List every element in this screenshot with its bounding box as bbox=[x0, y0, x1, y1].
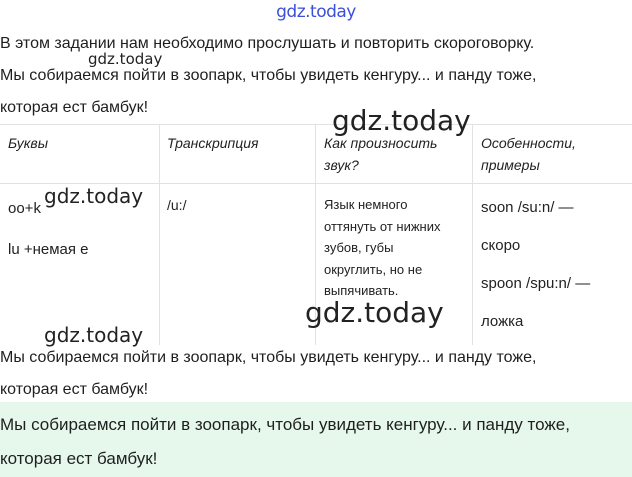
tongue-twister-line-2: которая ест бамбук! bbox=[0, 99, 149, 116]
header-pronunciation-line-1: Как произносить bbox=[324, 135, 438, 151]
tongue-twister-repeat-line-2: которая ест бамбук! bbox=[0, 381, 149, 398]
site-logo[interactable]: gdz.today bbox=[276, 2, 356, 22]
watermark: gdz.today bbox=[44, 323, 144, 347]
header-features-line-2: примеры bbox=[481, 157, 540, 173]
pronunciation-description bbox=[324, 194, 441, 302]
example-word: spoon /spu:n/ — bbox=[481, 275, 591, 292]
letters-combination-2: lu +немая e bbox=[8, 241, 89, 258]
pronunciation-line: Язык немного bbox=[324, 197, 408, 212]
letters-combination-1: oo+k bbox=[8, 200, 41, 217]
pronunciation-line: выпячивать. bbox=[324, 283, 399, 298]
example-translation: ложка bbox=[481, 313, 524, 330]
task-description: В этом задании нам необходимо прослушать и повторить скороговорку. bbox=[0, 35, 535, 52]
pronunciation-line: зубов, губы bbox=[324, 240, 394, 255]
transcription-value: /u:/ bbox=[167, 197, 187, 213]
header-features bbox=[481, 132, 576, 176]
table-col-divider bbox=[315, 124, 316, 345]
header-features-line-1: Особенности, bbox=[481, 135, 576, 151]
example-word: soon /su:n/ — bbox=[481, 199, 574, 216]
pronunciation-line: оттянуть от нижних bbox=[324, 218, 441, 234]
answer-highlight-box bbox=[0, 402, 632, 477]
header-transcription: Транскрипция bbox=[167, 135, 259, 151]
examples bbox=[481, 198, 590, 350]
table-col-divider bbox=[472, 124, 473, 345]
tongue-twister-repeat-line-1: Мы собираемся пойти в зоопарк, чтобы увидеть кенгуру... и панду тоже, bbox=[0, 349, 537, 366]
answer-line-2: которая ест бамбук! bbox=[0, 449, 158, 468]
answer-line-1: Мы собираемся пойти в зоопарк, чтобы увидеть кенгуру... и панду тоже, bbox=[0, 415, 570, 434]
header-pronunciation-line-2: звук? bbox=[324, 157, 359, 173]
header-letters: Буквы bbox=[8, 135, 49, 151]
table-border-top bbox=[0, 124, 632, 125]
watermark: gdz.today bbox=[332, 104, 471, 137]
pronunciation-line: округлить, но не bbox=[324, 261, 423, 277]
watermark: gdz.today bbox=[44, 184, 144, 208]
phonetics-table bbox=[0, 124, 632, 345]
watermark: gdz.today bbox=[305, 296, 444, 329]
table-col-divider bbox=[159, 124, 160, 345]
table-header-divider bbox=[0, 183, 632, 184]
watermark: gdz.today bbox=[88, 50, 163, 68]
tongue-twister-line-1: Мы собираемся пойти в зоопарк, чтобы увидеть кенгуру... и панду тоже, bbox=[0, 67, 537, 84]
example-translation: скоро bbox=[481, 237, 521, 254]
header-pronunciation bbox=[324, 132, 437, 176]
